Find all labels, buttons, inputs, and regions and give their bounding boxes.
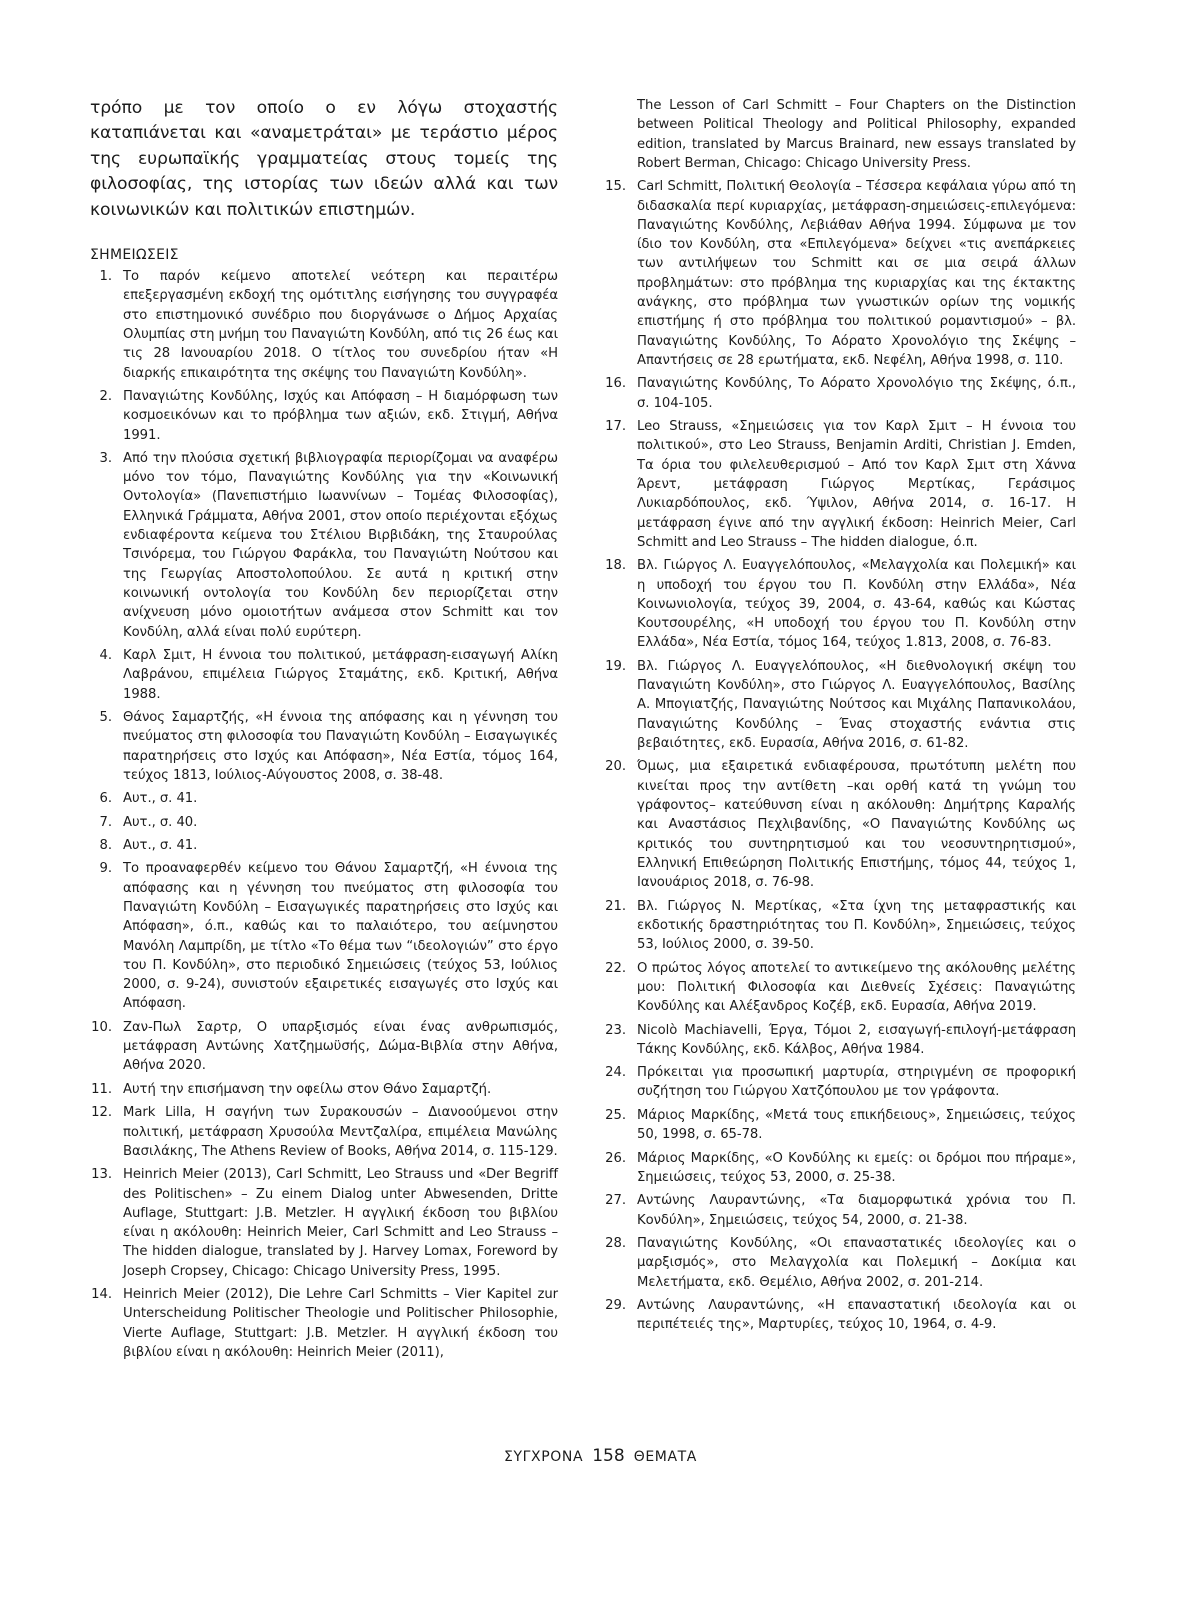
endnote-text: The Lesson of Carl Schmitt – Four Chapters on the Distinction between Political Theology and Political Philosophy, expanded edition, translated by Marcus Brainard, new essays translated by Robert Berman, Chicago: Chicago University Press.: [637, 98, 1076, 171]
endnote: [90, 449, 558, 642]
endnote-text: Μάριος Μαρκίδης, «Μετά τους επικήδειους», Σημειώσεις, τεύχος 50, 1998, σ. 65-78.: [637, 1107, 1076, 1143]
endnote: [604, 1234, 1076, 1292]
endnote: [90, 813, 558, 832]
endnote-text: Heinrich Meier (2012), Die Lehre Carl Schmitts – Vier Kapitel zur Unterscheidung Politischer Theologie und Politischer Philosophie, Vierte Auflage, Stuttgart: J.B. Metzler. Η αγγλική έκδοση του βιβλίου είναι η ακόλουθη: Heinrich Meier (2011),: [123, 1287, 558, 1360]
endnote-text: Αυτ., σ. 41.: [123, 791, 198, 807]
endnote-text: Βλ. Γιώργος Λ. Ευαγγελόπουλος, «Μελαγχολία και Πολεμική» και η υποδοχή του έργου του Π. Κονδύλη στην Ελλάδα», Νέα Κοινωνιολογία, τεύχος 39, 2004, σ. 43-64, καθώς και Κώστας Κουτσουρέλης, «Η υποδοχή του έργου του Π. Κονδύλη στην Ελλάδα», Νέα Εστία, τόμος 164, τεύχος 1.813, 2008, σ. 76-83.: [637, 558, 1076, 651]
endnote-text: Βλ. Γιώργος Λ. Ευαγγελόπουλος, «Η διεθνολογική σκέψη του Παναγιώτη Κονδύλη», στο Γιώργος Λ. Ευαγγελόπουλος, Βασίλης Α. Μπογιατζής, Παναγιώτης Νούτσος και Μιχάλης Παπανικολάου, Παναγιώτης Κονδύλης – Ένας στοχαστής ενάντια στις βεβαιότητες, εκδ. Ευρασία, Αθήνα 2016, σ. 61-82.: [637, 658, 1076, 751]
endnote: [90, 1018, 558, 1076]
endnote: [604, 1296, 1076, 1335]
endnote-number: 3.: [99, 450, 112, 466]
endnote: [604, 417, 1076, 552]
endnote-text: Όμως, μια εξαιρετικά ενδιαφέρουσα, πρωτότυπη μελέτη που κινείται προς την αντίθετη –και ορθή κατά τη γνώμη του γράφοντος– κατεύθυνση είναι η ακόλουθη: Δημήτρης Καραλής και Αναστάσιος Πεχλιβανίδης, «Ο Παναγιώτης Κονδύλης ως κριτικός του συντηρητισμού και του νεοσυντηρητισμού», Ελληνική Επιθεώρηση Πολιτικής Επιστήμης, τόμος 44, τεύχος 1, Ιανουάριος 2018, σ. 76-98.: [637, 759, 1076, 891]
footer-magazine-right: ΘΕΜΑΤΑ: [633, 1449, 697, 1465]
endnote: [604, 1149, 1076, 1188]
endnote: [604, 1191, 1076, 1230]
endnote: [604, 1063, 1076, 1102]
endnote-number: 19.: [605, 658, 626, 674]
endnote: [90, 859, 558, 1013]
endnote-number: 13.: [91, 1167, 112, 1183]
endnote-number: 22.: [605, 960, 626, 976]
endnote-number: 8.: [99, 838, 112, 853]
endnote-text: Θάνος Σαμαρτζής, «Η έννοια της απόφασης και η γέννηση του πνεύματος στη φιλοσοφία του Παναγιώτη Κονδύλη – Εισαγωγικές παρατηρήσεις στο Ισχύς και Απόφαση», Νέα Εστία, τόμος 164, τεύχος 1813, Ιούλιος-Αύγουστος 2008, σ. 38-48.: [123, 709, 558, 783]
endnote-text: Καρλ Σμιτ, Η έννοια του πολιτικού, μετάφραση-εισαγωγή Αλίκη Λαβράνου, επιμέλεια Γιώργος Σταμάτης, εκδ. Κριτική, Αθήνα 1988.: [123, 647, 558, 702]
endnote-text: Από την πλούσια σχετική βιβλιογραφία περιορίζομαι να αναφέρω μόνο τον τόμο, Παναγιώτης Κονδύλης για την «Κοινωνική Οντολογία» (Πανεπιστήμιο Ιωαννίνων – Τομέας Φιλοσοφίας), Ελληνικά Γράμματα, Αθήνα 2001, στον οποίο περιέχονται εξόχως ενδιαφέροντα κείμενα του Στέλιου Βιρβιδάκη, της Σταυρούλας Τσινόρεμα, του Γιώργου Φαράκλα, του Παναγιώτη Νούτσου και της Γεωργίας Αποστολοπούλου. Σε αυτά η κριτική στην κοινωνική οντολογία του Κονδύλη δεν περιορίζεται στην ανίχνευση μόνο ομοιοτήτων ανάμεσα στον Schmitt και τον Κονδύλη, αλλά είναι πολύ ευρύτερη.: [123, 450, 558, 640]
endnote-text: Παναγιώτης Κονδύλης, Ισχύς και Απόφαση – Η διαμόρφωση των κοσμοεικόνων και το πρόβλημα των αξιών, εκδ. Στιγμή, Αθήνα 1991.: [123, 388, 558, 443]
endnote-text: Leo Strauss, «Σημειώσεις για τον Καρλ Σμιτ – Η έννοια του πολιτικού», στο Leo Strauss, Benjamin Arditi, Christian J. Emden, Τα όρια του φιλελευθερισμού – Από τον Καρλ Σμιτ στη Χάννα Άρεντ, μετάφραση Γιώργος Μερτίκας, Γεράσιμος Λυκιαρδόπουλος, εκδ. Ύψιλον, Αθήνα 2014, σ. 16-17. Η μετάφραση έγινε από την αγγλική έκδοση: Heinrich Meier, Carl Schmitt and Leo Strauss – The hidden dialogue, ό.π.: [637, 419, 1076, 550]
endnote-number: 12.: [91, 1105, 112, 1121]
endnote: [90, 789, 558, 808]
endnote-text: Μάριος Μαρκίδης, «Ο Κονδύλης κι εμείς: οι δρόμοι που πήραμε», Σημειώσεις, τεύχος 53, 2000, σ. 25-38.: [637, 1150, 1076, 1185]
endnote-number: 25.: [605, 1107, 626, 1123]
endnote-number: 20.: [605, 759, 626, 775]
endnote-text: Το προαναφερθέν κείμενο του Θάνου Σαμαρτζή, «Η έννοια της απόφασης και η γέννηση του πνεύματος στη φιλοσοφία του Παναγιώτη Κονδύλη – Εισαγωγικές παρατηρήσεις στο Ισχύς και Απόφαση», ό.π., καθώς και το παλαιότερο, του αείμνηστου Μανόλη Λαμπρίδη, με τίτλο «Το θέμα των “ιδεολογιών” στο έργο του Π. Κονδύλη», στο περιοδικό Σημειώσεις (τεύχος 53, Ιούλιος 2000, σ. 9-24), συνιστούν εξαιρετικές εισαγωγές στο Ισχύς και Απόφαση.: [123, 861, 558, 1012]
endnote: [90, 1080, 558, 1099]
endnote-text: Παναγιώτης Κονδύλης, «Οι επαναστατικές ιδεολογίες και ο μαρξισμός», στο Μελαγχολία και Πολεμική – Δοκίμια και Μελετήματα, εκδ. Θεμέλιο, Αθήνα 2002, σ. 201-214.: [637, 1235, 1076, 1290]
endnote-text: Carl Schmitt, Πολιτική Θεολογία – Τέσσερα κεφάλαια γύρω από τη διδασκαλία περί κυριαρχίας, μετάφραση-σημειώσεις-επιλεγόμενα: Παναγιώτης Κονδύλης, Λεβιάθαν Αθήνα 1994. Σύμφωνα με τον ίδιο τον Κονδύλη, στα «Επιλεγόμενα» δείχνει «τις ανεπάρκειες των αντιλήψεων του Schmitt και σε μια σειρά άλλων προβλημάτων: στο πρόβλημα της κυριαρχίας και της έκτακτης ανάγκης, στο πρόβλημα των γνωστικών ορίων της νομικής επιστήμης ή στο πρόβλημα του πολιτικού ρομαντισμού» – βλ. Παναγιώτης Κονδύλης, Το Αόρατο Χρονολόγιο της Σκέψης – Απαντήσεις σε 28 ερωτήματα, εκδ. Νεφέλη, Αθήνα 1998, σ. 110.: [637, 179, 1076, 368]
endnote-number: 4.: [99, 647, 112, 663]
endnote-number: 16.: [605, 376, 626, 392]
notes-list-right: [604, 96, 1076, 1335]
endnote: [90, 1165, 558, 1281]
notes-list-left: [90, 267, 558, 1362]
endnote-number: 9.: [99, 861, 112, 877]
endnote: [604, 657, 1076, 753]
endnote-text: Αυτ., σ. 41.: [123, 838, 198, 853]
endnote: [604, 556, 1076, 652]
right-column: [604, 96, 1076, 1339]
endnote-number: 24.: [605, 1065, 626, 1081]
endnote: [90, 1285, 558, 1362]
endnote-text: Παναγιώτης Κονδύλης, Το Αόρατο Χρονολόγιο της Σκέψης, ό.π., σ. 104-105.: [637, 376, 1076, 411]
endnote-number: 26.: [605, 1150, 626, 1166]
notes-heading: ΣΗΜΕΙΩΣΕΙΣ: [90, 247, 179, 264]
endnote-text: Αυτ., σ. 40.: [123, 814, 198, 830]
endnote-number: 10.: [91, 1019, 112, 1035]
endnote-number: 27.: [605, 1193, 626, 1209]
endnote-text: Βλ. Γιώργος Ν. Μερτίκας, «Στα ίχνη της μεταφραστικής και εκδοτικής δραστηριότητας του Π. Κονδύλη», Σημειώσεις, τεύχος 53, Ιούλιος 2000, σ. 39-50.: [637, 898, 1076, 953]
endnote: [90, 387, 558, 445]
endnote: [604, 1106, 1076, 1145]
endnote: [604, 96, 1076, 173]
endnote-text: Το παρόν κείμενο αποτελεί νεότερη και περαιτέρω επεξεργασμένη εκδοχή της ομότιτλης εισήγησης του συγγραφέα στο επιστημονικό συνέδριο που διοργάνωσε ο Δήμος Αρχαίας Ολυμπίας στη μνήμη του Παναγιώτη Κονδύλη, από τις 26 έως και τις 28 Ιανουαρίου 2018. Ο τίτλος του συνεδρίου ήταν «Η διαρκής επικαιρότητα της σκέψης του Παναγιώτη Κονδύλη».: [123, 269, 558, 381]
endnote-number: 18.: [605, 558, 626, 574]
endnote-text: Αυτή την επισήμανση την οφείλω στον Θάνο Σαμαρτζή.: [123, 1081, 492, 1097]
endnote-text: Heinrich Meier (2013), Carl Schmitt, Leo Strauss und «Der Begriff des Politischen» – Zu einem Dialog unter Abwesenden, Dritte Auflage, Stuttgart: J.B. Metzler. Η αγγλική έκδοση του βιβλίου είναι η ακόλουθη: Heinrich Meier, Carl Schmitt and Leo Strauss – The hidden dialogue, translated by J. Harvey Lomax, Foreword by Joseph Cropsey, Chicago: Chicago University Press, 1995.: [123, 1167, 558, 1279]
endnote-number: 14.: [91, 1287, 112, 1303]
endnote: [604, 897, 1076, 955]
endnote-number: 1.: [99, 269, 112, 285]
endnote: [604, 1021, 1076, 1060]
left-column: [90, 96, 558, 1366]
endnote: [604, 374, 1076, 413]
page-footer: [0, 1446, 1201, 1466]
page-number: 158: [592, 1446, 625, 1466]
endnote-number: 21.: [605, 898, 626, 914]
endnote-text: Nicolò Machiavelli, Έργα, Τόμοι 2, εισαγωγή-επιλογή-μετάφραση Τάκης Κονδύλης, εκδ. Κάλβος, Αθήνα 1984.: [637, 1022, 1076, 1057]
endnote-number: 29.: [605, 1297, 626, 1313]
lead-paragraph: τρόπο με τον οποίο ο εν λόγω στοχαστής καταπιάνεται και «αναμετράται» με τεράστιο μέρος της ευρωπαϊκής γραμματείας στους τομείς της φιλοσοφίας, της ιστορίας των ιδεών αλλά και των κοινωνικών και πολιτικών επιστημών.: [90, 98, 558, 220]
endnote-text: Ο πρώτος λόγος αποτελεί το αντικείμενο της ακόλουθης μελέτης μου: Πολιτική Φιλοσοφία και Διεθνείς Σχέσεις: Παναγιώτης Κονδύλης και Αλέξανδρος Κοζέβ, εκδ. Ευρασία, Αθήνα 2019.: [637, 960, 1076, 1015]
endnote-number: 15.: [605, 179, 626, 195]
endnote-number: 23.: [605, 1022, 626, 1038]
endnote-number: 17.: [605, 419, 626, 435]
endnote: [90, 708, 558, 785]
endnote: [90, 836, 558, 855]
endnote: [90, 1103, 558, 1161]
endnote-text: Mark Lilla, Η σαγήνη των Συρακουσών – Διανοούμενοι στην πολιτική, μετάφραση Χρυσούλα Μεντζαλίρα, επιμέλεια Μανώλης Βασιλάκης, The Athens Review of Books, Αθήνα 2014, σ. 115-129.: [123, 1105, 558, 1159]
endnote-number: 5.: [99, 709, 112, 725]
endnote-number: 11.: [91, 1081, 112, 1097]
endnote-text: Πρόκειται για προσωπική μαρτυρία, στηριγμένη σε προφορική συζήτηση του Γιώργου Χατζόπουλου με τον γράφοντα.: [637, 1065, 1076, 1100]
footer-magazine-left: ΣΥΓΧΡΟΝΑ: [504, 1449, 584, 1465]
endnote-text: Αντώνης Λαυραντώνης, «Η επαναστατική ιδεολογία και οι περιπέτειές της», Μαρτυρίες, τεύχος 10, 1964, σ. 4-9.: [637, 1297, 1076, 1333]
endnote: [604, 177, 1076, 370]
endnote-number: 2.: [99, 388, 112, 404]
endnote-text: Ζαν-Πωλ Σαρτρ, Ο υπαρξισμός είναι ένας ανθρωπισμός, μετάφραση Αντώνης Χατζημωϋσής, Δώμα-Βιβλία στην Αθήνα, Αθήνα 2020.: [123, 1019, 558, 1074]
endnote-number: 28.: [605, 1235, 626, 1251]
endnote-number: 7.: [99, 814, 112, 830]
endnote: [604, 757, 1076, 892]
endnote-text: Αντώνης Λαυραντώνης, «Τα διαμορφωτικά χρόνια του Π. Κονδύλη», Σημειώσεις, τεύχος 54, 2000, σ. 21-38.: [637, 1193, 1076, 1228]
endnote-number: 6.: [99, 791, 112, 807]
endnote: [90, 646, 558, 704]
endnote: [90, 267, 558, 383]
endnote: [604, 959, 1076, 1017]
